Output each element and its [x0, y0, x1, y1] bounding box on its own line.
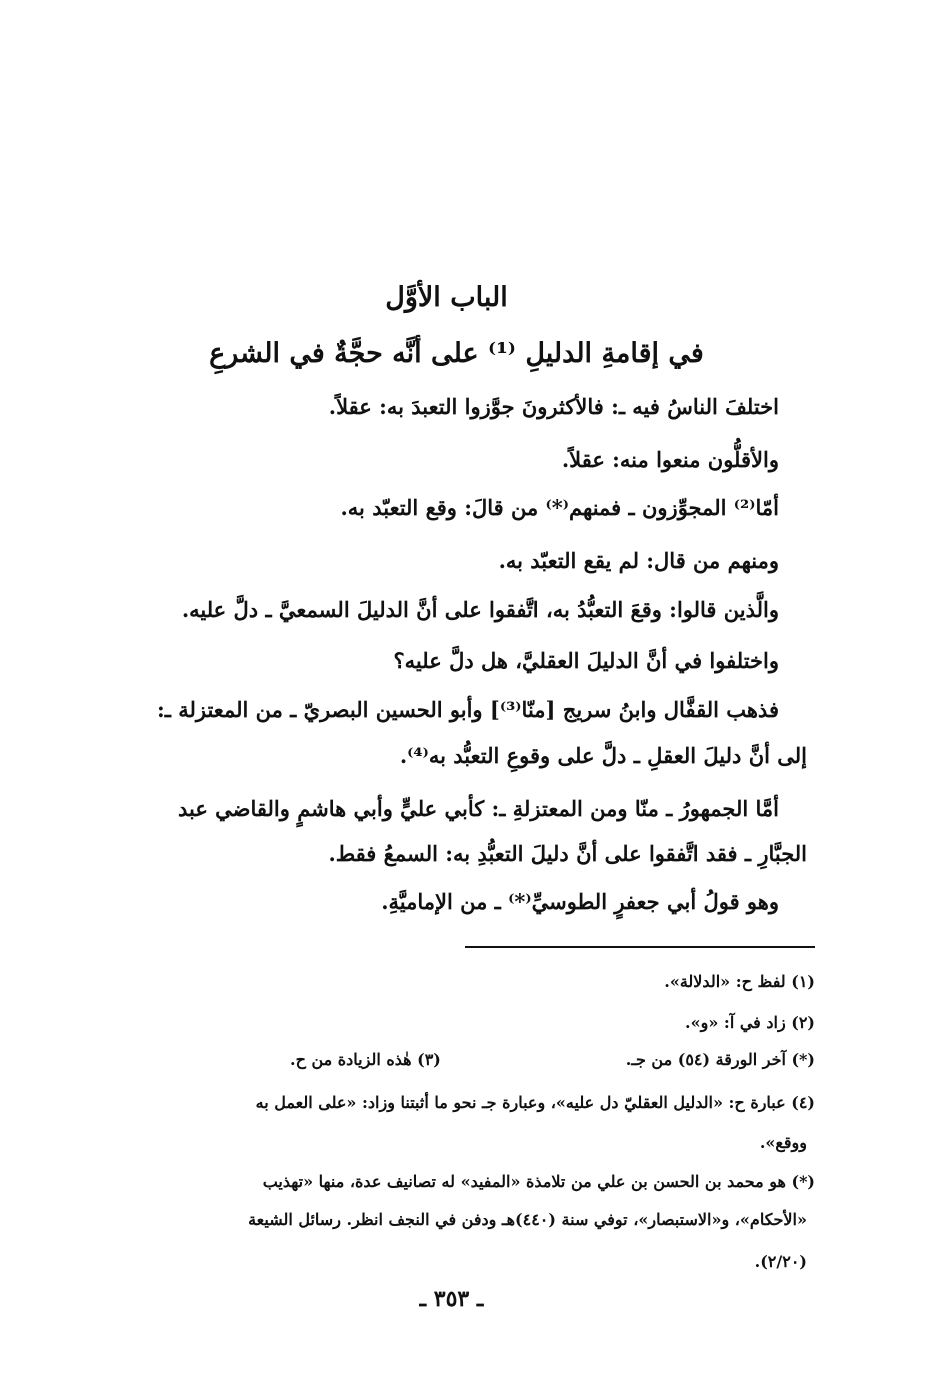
body-paragraph-3: أمّا⁽²⁾ المجوِّزون ـ فمنهم⁽*⁾ من قالَ: وقع التعبّد به. [340, 495, 779, 520]
body-paragraph-8-line-2: الجبَّارِ ـ فقد اتَّفقوا على أنَّ دليلَ التعبُّدِ به: السمعُ فقط. [328, 841, 807, 866]
section-title: في إقامةِ الدليلِ ⁽¹⁾ على أنَّه حجَّةٌ في الشرعِ [209, 338, 704, 369]
body-paragraph-7-line-1: فذهب القفَّال وابنُ سريج [منّا⁽³⁾] وأبو الحسين البصريّ ـ من المعتزلة ـ: [157, 697, 779, 722]
page-number: ـ ٣٥٣ ـ [419, 1286, 484, 1312]
body-paragraph-7-line-2: إلى أنَّ دليلَ العقلِ ـ دلَّ على وقوعِ التعبُّد به⁽⁴⁾. [399, 743, 807, 768]
footnote-1: (١) لفظ ح: «الدلالة». [664, 972, 815, 991]
body-paragraph-4: ومنهم من قال: لم يقع التعبّد به. [498, 548, 779, 573]
footnote-2: (٢) زاد في آ: «و». [685, 1013, 815, 1032]
body-paragraph-5: والَّذين قالوا: وقعَ التعبُّدُ به، اتَّفقوا على أنَّ الدليلَ السمعيَّ ـ دلَّ عليه. [181, 597, 779, 622]
footnote-4-line-1: (٤) عبارة ح: «الدليل العقليّ دل عليه»، وعبارة جـ نحو ما أثبتنا وزاد: «على العمل به [255, 1093, 815, 1112]
body-paragraph-6: واختلفوا في أنَّ الدليلَ العقليَّ، هل دلَّ عليه؟ [393, 648, 779, 673]
body-paragraph-2: والأقلُّون منعوا منه: عقلاً. [561, 447, 779, 472]
footnote-3: (٣) هٰذه الزيادة من ح. [290, 1050, 441, 1069]
body-paragraph-8-line-1: أمَّا الجمهورُ ـ منّا ومن المعتزلةِ ـ: كأبي عليٍّ وأبي هاشمٍ والقاضي عبد [177, 796, 779, 821]
footnote-star-1: (*) آخر الورقة (٥٤) من جـ. [625, 1050, 815, 1069]
chapter-title: الباب الأوَّل [385, 282, 508, 313]
body-paragraph-1: اختلفَ الناسُ فيه ـ: فالأكثرونَ جوَّزوا التعبدَ به: عقلاً. [328, 394, 779, 419]
footnote-star-2-line-1: (*) هو محمد بن الحسن بن علي من تلامذة «المفيد» له تصانيف عدة، منها «تهذيب [262, 1172, 815, 1191]
footnote-4-line-2: ووقع». [759, 1133, 807, 1152]
body-paragraph-9: وهو قولُ أبي جعفرٍ الطوسيِّ⁽*⁾ ـ من الإماميَّةِ. [381, 889, 779, 914]
footnote-star-2-line-2: «الأحكام»، و«الاستبصار»، توفي سنة (٤٤٠)هـ ودفن في النجف انظر. رسائل الشيعة [248, 1210, 807, 1229]
footnote-separator [465, 946, 815, 948]
footnote-star-2-line-3: (٢/٢٠). [754, 1252, 807, 1271]
